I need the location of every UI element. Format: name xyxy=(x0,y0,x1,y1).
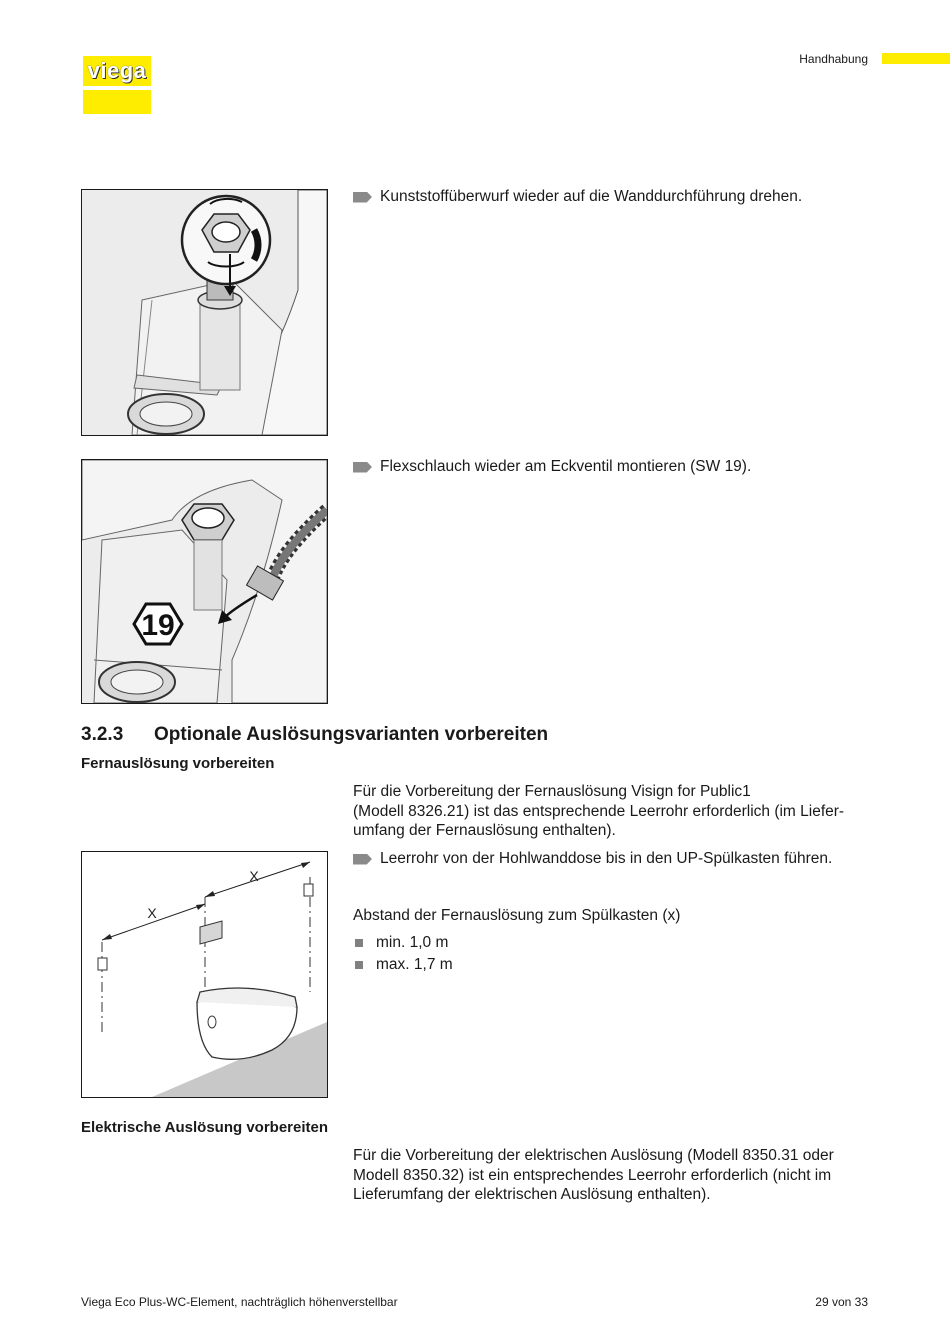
dimension-label-right: X xyxy=(249,868,259,884)
electric-line: Für die Vorbereitung der elektrischen Auslösung (Modell 8350.31 oder xyxy=(353,1147,834,1164)
subheading-electric: Elektrische Auslösung vorbereiten xyxy=(81,1119,329,1136)
footer-document-title: Viega Eco Plus-WC-Element, nachträglich höhenverstellbar xyxy=(81,1295,398,1309)
electric-line: Modell 8350.32) ist ein entsprechendes Leerrohr erforderlich (nicht im xyxy=(353,1166,832,1184)
bullet-text: min. 1,0 m xyxy=(376,934,449,951)
bullet-min xyxy=(353,934,448,952)
logo-text: viega xyxy=(87,58,147,83)
section-number: 3.2.3 xyxy=(81,724,124,745)
bullet-max xyxy=(353,956,453,974)
section-title: Optionale Auslösungsvarianten vorbereiten xyxy=(154,724,549,745)
step-flex-hose xyxy=(353,458,751,476)
step-arrow-icon xyxy=(353,854,372,865)
electric-line: Lieferumfang der elektrischen Auslösung enthalten). xyxy=(353,1186,711,1203)
step-conduit xyxy=(353,850,832,868)
step-text: Leerrohr von der Hohlwanddose bis in den UP-Spülkasten führen. xyxy=(380,850,833,867)
subheading-remote: Fernauslösung vorbereiten xyxy=(81,755,275,772)
figure-remote-distance xyxy=(81,851,328,1098)
logo-bottom-block xyxy=(83,90,151,114)
remote-intro-paragraph xyxy=(353,782,873,841)
electric-paragraph xyxy=(353,1146,873,1205)
bullet-square-icon xyxy=(355,939,363,947)
remote-intro-line: umfang der Fernauslösung enthalten). xyxy=(353,822,616,839)
footer-page-number: 29 von 33 xyxy=(815,1295,868,1309)
step-arrow-icon xyxy=(353,462,372,473)
header-section-label: Handhabung xyxy=(799,52,868,66)
step-text: Flexschlauch wieder am Eckventil montieren (SW 19). xyxy=(380,458,752,475)
bullet-square-icon xyxy=(355,961,363,969)
wrench-size-label: 19 xyxy=(141,609,175,642)
figure-flex-hose xyxy=(81,459,328,704)
bullet-text: max. 1,7 m xyxy=(376,956,453,973)
step-cap xyxy=(353,188,802,206)
header-yellow-bar xyxy=(882,53,950,64)
dimension-label-left: X xyxy=(147,905,157,921)
step-text: Kunststoffüberwurf wieder auf die Wanddurchführung drehen. xyxy=(380,188,803,205)
remote-intro-line: Für die Vorbereitung der Fernauslösung Visign for Public1 xyxy=(353,783,751,800)
step-arrow-icon xyxy=(353,192,372,203)
remote-intro-line: (Modell 8326.21) ist das entsprechende Leerrohr erforderlich (im Liefer- xyxy=(353,802,845,820)
figure-cap-installation xyxy=(81,189,328,436)
distance-label: Abstand der Fernauslösung zum Spülkasten (x) xyxy=(353,907,681,924)
viega-logo xyxy=(83,56,151,114)
